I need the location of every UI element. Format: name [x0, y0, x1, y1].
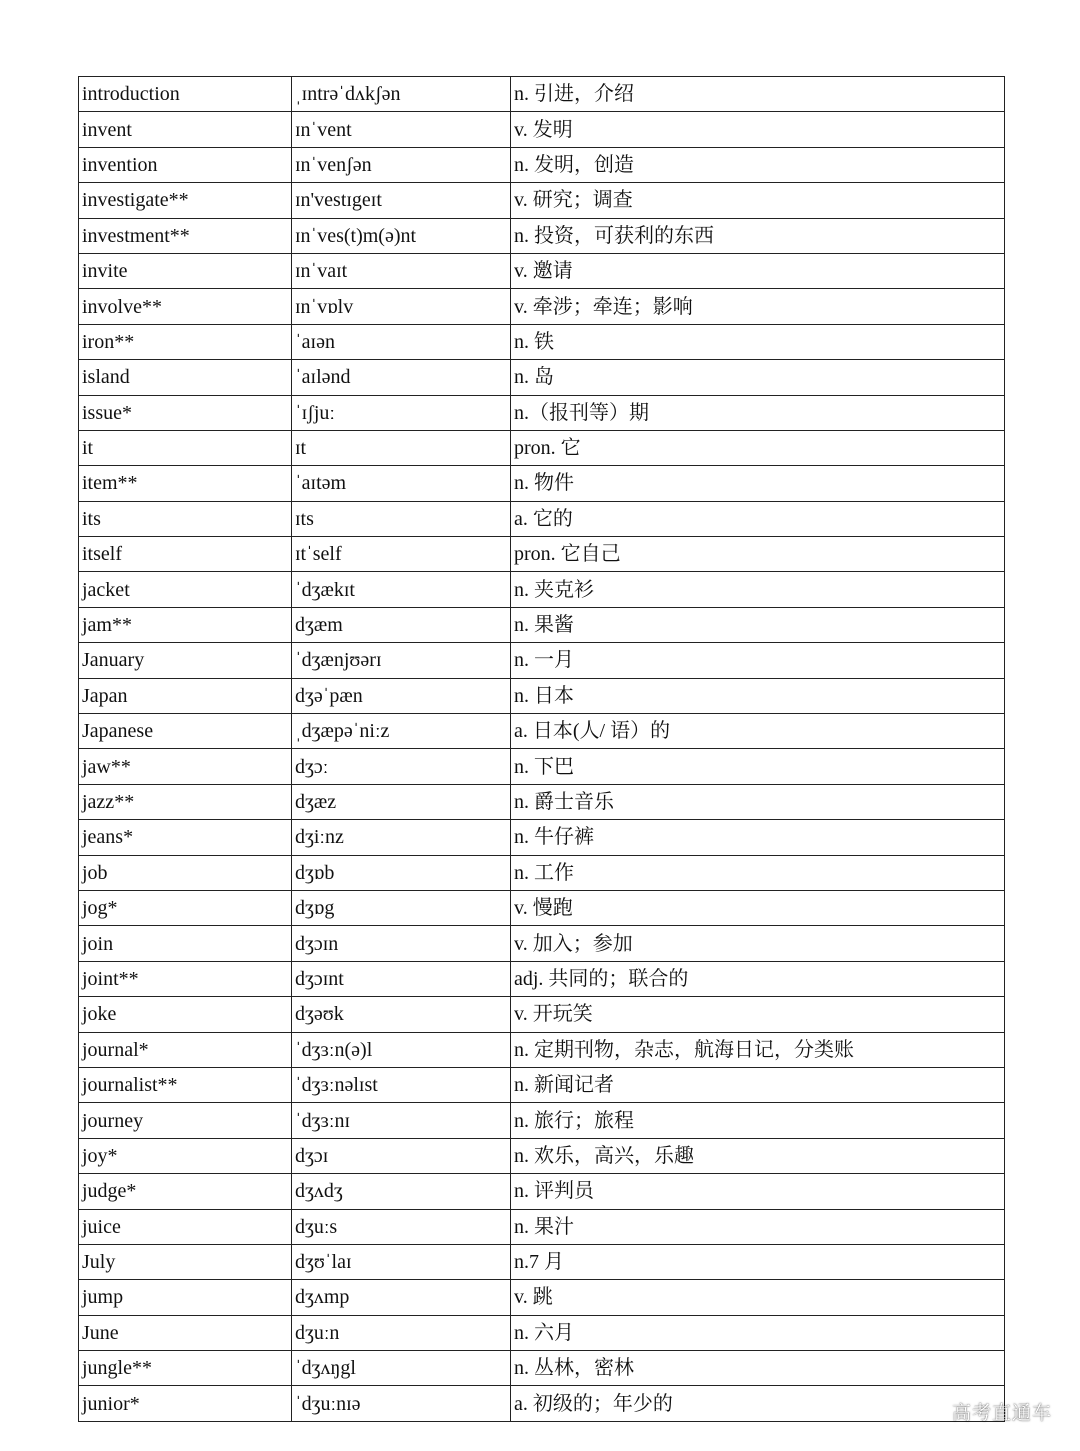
table-row [79, 784, 1005, 819]
meaning-cell: v. 邀请 [511, 253, 1005, 288]
word-cell: jungle** [79, 1351, 292, 1386]
table-row [79, 466, 1005, 501]
table-row [79, 997, 1005, 1032]
table-row [79, 501, 1005, 536]
word-cell: investigate** [79, 183, 292, 218]
phonetic-cell: ˈdʒʌŋgl [292, 1351, 511, 1386]
table-row [79, 112, 1005, 147]
table-row [79, 749, 1005, 784]
table-row [79, 360, 1005, 395]
table-row [79, 1280, 1005, 1315]
phonetic-cell: ɪn'vestɪgeɪt [292, 183, 511, 218]
meaning-cell: v. 研究；调查 [511, 183, 1005, 218]
watermark-text: 高考直通车 [951, 1402, 1052, 1424]
table-row [79, 1315, 1005, 1350]
meaning-cell: v. 加入；参加 [511, 926, 1005, 961]
phonetic-cell: dʒuːs [292, 1209, 511, 1244]
phonetic-cell: dʒɔː [292, 749, 511, 784]
phonetic-cell: ɪnˈves(t)m(ə)nt [292, 218, 511, 253]
phonetic-cell: ɪnˈvɒlv [292, 289, 511, 324]
table-row [79, 926, 1005, 961]
phonetic-cell: ˈaɪən [292, 324, 511, 359]
table-row [79, 1209, 1005, 1244]
vocabulary-table [78, 76, 1005, 1422]
phonetic-cell: dʒəʊk [292, 997, 511, 1032]
meaning-cell: n. 丛林，密林 [511, 1351, 1005, 1386]
phonetic-cell: dʒiːnz [292, 820, 511, 855]
table-row [79, 607, 1005, 642]
word-cell: island [79, 360, 292, 395]
meaning-cell: n.（报刊等）期 [511, 395, 1005, 430]
table-row [79, 855, 1005, 890]
word-cell: joke [79, 997, 292, 1032]
phonetic-cell: dʒɒg [292, 890, 511, 925]
word-cell: journal* [79, 1032, 292, 1067]
meaning-cell: a. 初级的；年少的 [511, 1386, 1005, 1421]
word-cell: invent [79, 112, 292, 147]
word-cell: June [79, 1315, 292, 1350]
meaning-cell: n. 爵士音乐 [511, 784, 1005, 819]
meaning-cell: n. 一月 [511, 643, 1005, 678]
meaning-cell: n. 定期刊物，杂志，航海日记，分类账 [511, 1032, 1005, 1067]
word-cell: jazz** [79, 784, 292, 819]
word-cell: January [79, 643, 292, 678]
meaning-cell: n. 夹克衫 [511, 572, 1005, 607]
word-cell: join [79, 926, 292, 961]
word-cell: issue* [79, 395, 292, 430]
word-cell: investment** [79, 218, 292, 253]
table-row [79, 183, 1005, 218]
meaning-cell: n. 岛 [511, 360, 1005, 395]
word-cell: job [79, 855, 292, 890]
phonetic-cell: ˌɪntrəˈdʌkʃən [292, 77, 511, 112]
meaning-cell: v. 发明 [511, 112, 1005, 147]
meaning-cell: n. 引进，介绍 [511, 77, 1005, 112]
word-cell: jacket [79, 572, 292, 607]
phonetic-cell: dʒʊˈlaɪ [292, 1244, 511, 1279]
phonetic-cell: ˈaɪtəm [292, 466, 511, 501]
table-row [79, 714, 1005, 749]
phonetic-cell: ɪtˈself [292, 537, 511, 572]
word-cell: introduction [79, 77, 292, 112]
meaning-cell: v. 牵涉；牵连；影响 [511, 289, 1005, 324]
table-row [79, 1032, 1005, 1067]
meaning-cell: n. 旅行；旅程 [511, 1103, 1005, 1138]
meaning-cell: v. 慢跑 [511, 890, 1005, 925]
meaning-cell: n. 铁 [511, 324, 1005, 359]
meaning-cell: n. 发明，创造 [511, 147, 1005, 182]
table-row [79, 289, 1005, 324]
word-cell: journey [79, 1103, 292, 1138]
word-cell: junior* [79, 1386, 292, 1421]
word-cell: it [79, 430, 292, 465]
word-cell: iron** [79, 324, 292, 359]
word-cell: judge* [79, 1174, 292, 1209]
table-row [79, 820, 1005, 855]
meaning-cell: n. 下巴 [511, 749, 1005, 784]
word-cell: its [79, 501, 292, 536]
phonetic-cell: dʒɔɪn [292, 926, 511, 961]
word-cell: jump [79, 1280, 292, 1315]
phonetic-cell: ɪnˈvenʃən [292, 147, 511, 182]
meaning-cell: a. 它的 [511, 501, 1005, 536]
phonetic-cell: ˈdʒɜːnəlɪst [292, 1067, 511, 1102]
word-cell: Japan [79, 678, 292, 713]
table-row [79, 147, 1005, 182]
meaning-cell: adj. 共同的；联合的 [511, 961, 1005, 996]
meaning-cell: n. 物件 [511, 466, 1005, 501]
meaning-cell: n. 欢乐，高兴，乐趣 [511, 1138, 1005, 1173]
table-row [79, 1244, 1005, 1279]
meaning-cell: n.7 月 [511, 1244, 1005, 1279]
meaning-cell: n. 牛仔裤 [511, 820, 1005, 855]
word-cell: item** [79, 466, 292, 501]
table-row [79, 77, 1005, 112]
phonetic-cell: ɪt [292, 430, 511, 465]
word-cell: jog* [79, 890, 292, 925]
table-row [79, 572, 1005, 607]
word-cell: joint** [79, 961, 292, 996]
table-row [79, 1351, 1005, 1386]
word-cell: jaw** [79, 749, 292, 784]
table-row [79, 324, 1005, 359]
table-row [79, 1067, 1005, 1102]
phonetic-cell: dʒɔɪ [292, 1138, 511, 1173]
phonetic-cell: dʒʌmp [292, 1280, 511, 1315]
table-row [79, 253, 1005, 288]
table-row [79, 395, 1005, 430]
word-cell: juice [79, 1209, 292, 1244]
table-row [79, 643, 1005, 678]
phonetic-cell: ˈaɪlənd [292, 360, 511, 395]
meaning-cell: n. 投资，可获利的东西 [511, 218, 1005, 253]
phonetic-cell: ˈdʒuːnɪə [292, 1386, 511, 1421]
word-cell: journalist** [79, 1067, 292, 1102]
table-row [79, 678, 1005, 713]
word-cell: jam** [79, 607, 292, 642]
phonetic-cell: dʒɒb [292, 855, 511, 890]
table-row [79, 961, 1005, 996]
meaning-cell: n. 日本 [511, 678, 1005, 713]
meaning-cell: pron. 它 [511, 430, 1005, 465]
word-cell: invite [79, 253, 292, 288]
phonetic-cell: ɪnˈvent [292, 112, 511, 147]
phonetic-cell: ɪts [292, 501, 511, 536]
table-row [79, 537, 1005, 572]
meaning-cell: n. 果汁 [511, 1209, 1005, 1244]
table-row [79, 430, 1005, 465]
meaning-cell: a. 日本(人/ 语）的 [511, 714, 1005, 749]
meaning-cell: n. 新闻记者 [511, 1067, 1005, 1102]
meaning-cell: n. 评判员 [511, 1174, 1005, 1209]
phonetic-cell: ɪnˈvaɪt [292, 253, 511, 288]
phonetic-cell: dʒæz [292, 784, 511, 819]
meaning-cell: n. 果酱 [511, 607, 1005, 642]
table-row [79, 1138, 1005, 1173]
meaning-cell: n. 六月 [511, 1315, 1005, 1350]
meaning-cell: n. 工作 [511, 855, 1005, 890]
table-row [79, 1103, 1005, 1138]
table-row [79, 890, 1005, 925]
phonetic-cell: ˈɪʃjuː [292, 395, 511, 430]
table-row [79, 1386, 1005, 1421]
phonetic-cell: dʒɔɪnt [292, 961, 511, 996]
phonetic-cell: dʒæm [292, 607, 511, 642]
word-cell: July [79, 1244, 292, 1279]
word-cell: invention [79, 147, 292, 182]
phonetic-cell: ˈdʒænjʊərɪ [292, 643, 511, 678]
phonetic-cell: dʒʌdʒ [292, 1174, 511, 1209]
phonetic-cell: ˌdʒæpəˈniːz [292, 714, 511, 749]
word-cell: itself [79, 537, 292, 572]
vocabulary-table-body [79, 77, 1005, 1422]
word-cell: jeans* [79, 820, 292, 855]
meaning-cell: pron. 它自己 [511, 537, 1005, 572]
word-cell: involve** [79, 289, 292, 324]
phonetic-cell: ˈdʒækɪt [292, 572, 511, 607]
word-cell: joy* [79, 1138, 292, 1173]
meaning-cell: v. 开玩笑 [511, 997, 1005, 1032]
table-row [79, 1174, 1005, 1209]
phonetic-cell: ˈdʒɜːn(ə)l [292, 1032, 511, 1067]
phonetic-cell: dʒuːn [292, 1315, 511, 1350]
phonetic-cell: ˈdʒɜːnɪ [292, 1103, 511, 1138]
word-cell: Japanese [79, 714, 292, 749]
meaning-cell: v. 跳 [511, 1280, 1005, 1315]
phonetic-cell: dʒəˈpæn [292, 678, 511, 713]
table-row [79, 218, 1005, 253]
